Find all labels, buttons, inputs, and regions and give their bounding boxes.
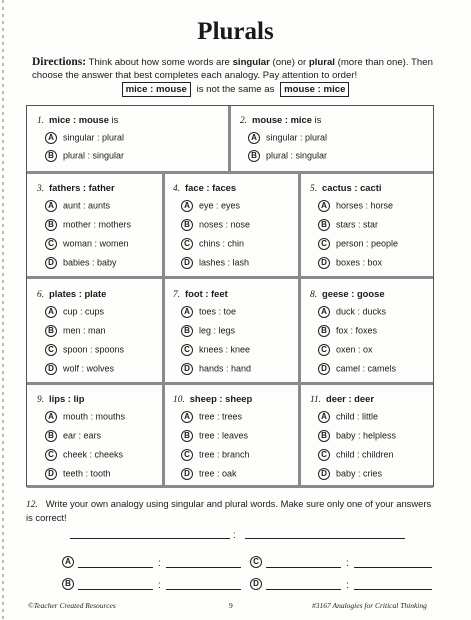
choice-text: boxes : box <box>336 257 383 268</box>
question-number: 2. <box>240 116 248 126</box>
question-6-prompt <box>37 288 106 300</box>
question-number: 11. <box>310 395 322 405</box>
choice-text: camel : camels <box>336 363 397 374</box>
choice-letter-circle[interactable]: A <box>45 132 57 144</box>
question-number: 8. <box>310 290 318 300</box>
choice-text: mouth : mouths <box>63 411 126 422</box>
answer-choice[interactable] <box>318 343 373 356</box>
choice-text: wolf : wolves <box>63 363 115 374</box>
answer-choice[interactable] <box>181 448 250 461</box>
choice-text: mother : mothers <box>63 219 132 230</box>
choice-text: teeth : tooth <box>63 468 111 479</box>
choice-text: singular : plural <box>266 132 328 143</box>
answer-choice[interactable] <box>181 237 244 250</box>
choice-text: knees : knee <box>199 344 251 355</box>
question-analogy: face : faces <box>185 182 237 193</box>
colon: : <box>346 558 349 569</box>
choice-letter-circle[interactable]: C <box>318 449 330 461</box>
question-10-prompt <box>173 393 252 405</box>
question-analogy: plates : plate <box>49 288 107 299</box>
question-number: 3. <box>37 184 45 194</box>
choice-text: lashes : lash <box>199 257 250 268</box>
choice-text: tree : trees <box>199 411 243 422</box>
question-3-prompt <box>37 182 115 194</box>
choice-letter-circle[interactable]: D <box>181 257 193 269</box>
choice-letter-circle[interactable]: C <box>181 238 193 250</box>
question-analogy: mice : mouse <box>49 114 109 125</box>
answer-choice[interactable] <box>318 305 386 318</box>
question-analogy: fathers : father <box>49 182 115 193</box>
choice-letter-circle[interactable]: A <box>248 132 260 144</box>
choice-text: babies : baby <box>63 257 117 268</box>
choice-text: chins : chin <box>199 238 245 249</box>
colon: : <box>346 580 349 591</box>
choice-text: men : man <box>63 325 106 336</box>
question-number: 9. <box>37 395 45 405</box>
answer-choice[interactable] <box>181 199 240 212</box>
answer-choice[interactable] <box>45 149 124 162</box>
directions-text: Think about how some words are <box>86 57 233 68</box>
answer-choice[interactable] <box>45 218 131 231</box>
choice-letter-circle[interactable]: D <box>318 468 330 480</box>
choice-text: plural : singular <box>63 150 125 161</box>
choice-letter-circle[interactable]: B <box>45 150 57 162</box>
question-number: 7. <box>173 290 181 300</box>
answer-choice[interactable] <box>45 305 104 318</box>
answer-choice[interactable] <box>45 410 125 423</box>
answer-choice[interactable] <box>45 237 129 250</box>
choice-a-label: A <box>62 556 74 568</box>
question-7-prompt <box>173 288 228 300</box>
choice-letter-circle[interactable]: B <box>181 219 193 231</box>
answer-choice[interactable] <box>181 410 242 423</box>
answer-blank-a-right[interactable] <box>166 567 241 568</box>
choice-letter-circle[interactable]: D <box>45 257 57 269</box>
choice-d-label: D <box>250 578 262 590</box>
grid-divider <box>162 173 165 488</box>
choice-letter-circle[interactable]: D <box>318 257 330 269</box>
question-number: 10. <box>173 395 185 405</box>
choice-text: tree : oak <box>199 468 237 479</box>
answer-choice[interactable] <box>45 448 123 461</box>
question-analogy: cactus : cacti <box>322 182 382 193</box>
example-analogy <box>0 82 471 97</box>
directions <box>32 56 444 82</box>
question-number: 12. <box>26 500 38 510</box>
choice-letter-circle[interactable]: A <box>318 411 330 423</box>
question-tail: is <box>311 114 322 125</box>
answer-choice[interactable] <box>318 410 378 423</box>
choice-text: tree : branch <box>199 449 250 460</box>
choice-text: fox : foxes <box>336 325 378 336</box>
grid-divider <box>228 106 231 173</box>
question-analogy: mouse : mice <box>252 114 312 125</box>
grid-divider <box>27 485 433 488</box>
answer-choice[interactable] <box>45 256 117 269</box>
footer-copyright: ©Teacher Created Resources <box>28 601 116 610</box>
question-12 <box>26 498 434 524</box>
answer-choice[interactable] <box>181 467 237 480</box>
choice-letter-circle[interactable]: B <box>181 430 193 442</box>
directions-lead: Directions: <box>32 56 87 68</box>
choice-letter-circle[interactable]: A <box>45 306 57 318</box>
page-title: Plurals <box>197 18 274 45</box>
choice-letter-circle[interactable]: B <box>181 325 193 337</box>
choice-letter-circle[interactable]: A <box>45 411 57 423</box>
question-5-prompt <box>310 182 381 194</box>
answer-choice[interactable] <box>45 429 101 442</box>
grid-divider <box>27 276 433 279</box>
choice-letter-circle[interactable]: B <box>318 219 330 231</box>
answer-choice[interactable] <box>318 467 382 480</box>
colon: : <box>158 558 161 569</box>
grid-divider <box>298 173 301 488</box>
choice-text: noses : nose <box>199 219 251 230</box>
example-middle-text: is not the same as <box>196 84 275 95</box>
choice-letter-circle[interactable]: C <box>45 449 57 461</box>
answer-choice[interactable] <box>45 362 114 375</box>
answer-choice[interactable] <box>318 429 396 442</box>
choice-letter-circle[interactable]: A <box>181 411 193 423</box>
question-number: 4. <box>173 184 181 194</box>
answer-choice[interactable] <box>181 256 249 269</box>
choice-letter-circle[interactable]: B <box>318 430 330 442</box>
choice-text: cheek : cheeks <box>63 449 124 460</box>
choice-c-label: C <box>250 556 262 568</box>
choice-letter-circle[interactable]: D <box>45 468 57 480</box>
choice-letter-circle[interactable]: C <box>181 449 193 461</box>
choice-text: child : children <box>336 449 394 460</box>
choice-text: leg : legs <box>199 325 236 336</box>
question-analogy: sheep : sheep <box>189 393 253 404</box>
choice-text: spoon : spoons <box>63 344 125 355</box>
directions-text: (one) or <box>269 57 309 68</box>
choice-letter-circle[interactable]: C <box>318 344 330 356</box>
directions-singular: singular <box>232 57 270 68</box>
question-tail: is <box>108 114 119 125</box>
answer-choice[interactable] <box>318 218 378 231</box>
choice-letter-circle[interactable]: B <box>45 430 57 442</box>
choice-text: horses : horse <box>336 200 394 211</box>
answer-choice[interactable] <box>181 324 235 337</box>
answer-choice[interactable] <box>181 305 236 318</box>
choice-letter-circle[interactable]: D <box>318 363 330 375</box>
answer-choice[interactable] <box>248 149 327 162</box>
choice-text: plural : singular <box>266 150 328 161</box>
question-12-text: Write your own analogy using singular and plural words. Make sure only one of your answers is correct! <box>26 498 432 523</box>
footer-book-title: #3167 Analogies for Critical Thinking <box>312 601 427 610</box>
answer-choice[interactable] <box>45 324 106 337</box>
answer-choice[interactable] <box>181 362 251 375</box>
answer-blank-right[interactable] <box>245 538 405 539</box>
choice-text: toes : toe <box>199 306 237 317</box>
footer-page-number: 9 <box>229 601 233 610</box>
answer-choice[interactable] <box>181 429 248 442</box>
question-11-prompt <box>310 393 374 405</box>
choice-text: hands : hand <box>199 363 252 374</box>
answer-choice[interactable] <box>45 131 124 144</box>
choice-text: eye : eyes <box>199 200 241 211</box>
question-analogy: foot : feet <box>185 288 228 299</box>
question-number: 1. <box>37 116 45 126</box>
answer-blank-c-left[interactable] <box>266 567 341 568</box>
choice-letter-circle[interactable]: B <box>45 219 57 231</box>
choice-letter-circle[interactable]: B <box>318 325 330 337</box>
choice-letter-circle[interactable]: C <box>318 238 330 250</box>
question-8-prompt <box>310 288 385 300</box>
answer-choice[interactable] <box>45 199 110 212</box>
answer-choice[interactable] <box>45 343 124 356</box>
question-4-prompt <box>173 182 236 194</box>
choice-letter-circle[interactable]: A <box>181 306 193 318</box>
question-grid <box>26 105 434 487</box>
choice-letter-circle[interactable]: D <box>181 468 193 480</box>
question-2-prompt <box>240 114 321 126</box>
answer-blank-a-left[interactable] <box>78 567 153 568</box>
choice-text: baby : cries <box>336 468 383 479</box>
answer-choice[interactable] <box>318 362 396 375</box>
example-left-box: mice : mouse <box>122 82 191 97</box>
question-analogy: deer : deer <box>326 393 374 404</box>
answer-choice[interactable] <box>181 218 250 231</box>
answer-blank-d-right[interactable] <box>354 589 432 590</box>
choice-text: cup : cups <box>63 306 105 317</box>
answer-choice[interactable] <box>45 467 111 480</box>
choice-letter-circle[interactable]: B <box>45 325 57 337</box>
choice-letter-circle[interactable]: A <box>318 306 330 318</box>
choice-text: person : people <box>336 238 399 249</box>
choice-letter-circle[interactable]: C <box>45 238 57 250</box>
choice-letter-circle[interactable]: B <box>248 150 260 162</box>
answer-choice[interactable] <box>318 448 394 461</box>
answer-blank-b-right[interactable] <box>166 589 241 590</box>
answer-blank-b-left[interactable] <box>78 589 153 590</box>
choice-text: tree : leaves <box>199 430 249 441</box>
choice-letter-circle[interactable]: D <box>181 363 193 375</box>
choice-b-label: B <box>62 578 74 590</box>
choice-text: stars : star <box>336 219 379 230</box>
answer-blank-c-right[interactable] <box>354 567 432 568</box>
choice-text: child : little <box>336 411 379 422</box>
answer-blank-left[interactable] <box>70 538 230 539</box>
choice-letter-circle[interactable]: A <box>318 200 330 212</box>
answer-choice[interactable] <box>318 256 382 269</box>
directions-plural: plural <box>308 57 335 68</box>
directions-text: (more than one). Then choose the answer that best completes each analogy. Pay attention to order! <box>32 57 433 81</box>
question-1-prompt <box>37 114 118 126</box>
choice-text: aunt : aunts <box>63 200 111 211</box>
question-analogy: geese : goose <box>322 288 385 299</box>
choice-text: duck : ducks <box>336 306 387 317</box>
question-number: 6. <box>37 290 45 300</box>
colon: : <box>158 580 161 591</box>
answer-choice[interactable] <box>318 324 377 337</box>
answer-choice[interactable] <box>318 199 393 212</box>
question-number: 5. <box>310 184 318 194</box>
choice-letter-circle[interactable]: C <box>181 344 193 356</box>
question-analogy: lips : lip <box>49 393 85 404</box>
choice-letter-circle[interactable]: D <box>45 363 57 375</box>
colon: : <box>233 530 236 541</box>
choice-letter-circle[interactable]: A <box>45 200 57 212</box>
answer-choice[interactable] <box>181 343 250 356</box>
example-right-box: mouse : mice <box>280 82 349 97</box>
answer-choice[interactable] <box>248 131 327 144</box>
question-9-prompt <box>37 393 84 405</box>
choice-text: oxen : ox <box>336 344 373 355</box>
choice-text: ear : ears <box>63 430 102 441</box>
choice-text: baby : helpless <box>336 430 397 441</box>
choice-text: woman : women <box>63 238 129 249</box>
choice-letter-circle[interactable]: A <box>181 200 193 212</box>
choice-text: singular : plural <box>63 132 125 143</box>
answer-choice[interactable] <box>318 237 398 250</box>
grid-divider <box>27 382 433 385</box>
answer-blank-d-left[interactable] <box>266 589 341 590</box>
choice-letter-circle[interactable]: C <box>45 344 57 356</box>
